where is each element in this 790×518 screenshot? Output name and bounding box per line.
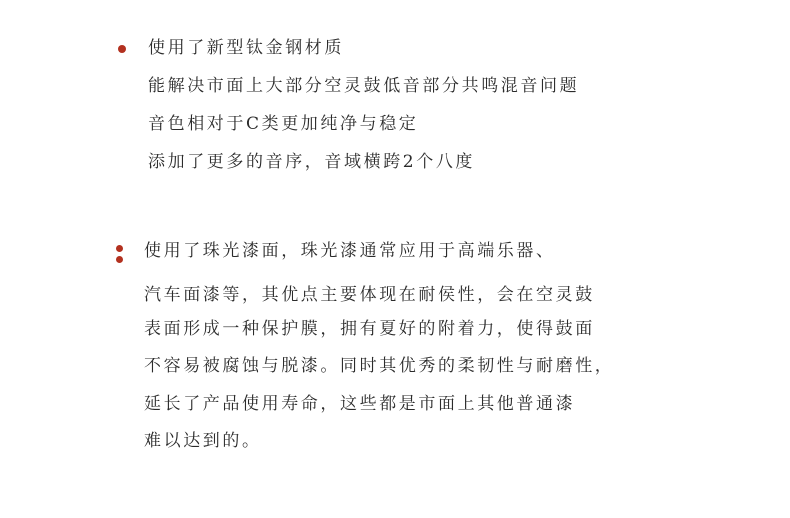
- bullet-dot-icon: [116, 256, 123, 263]
- feature-line: 能解决市面上大部分空灵鼓低音部分共鸣混音问题: [148, 76, 580, 96]
- feature-line: 音色相对于C类更加纯净与稳定: [148, 114, 419, 134]
- paragraph-line: 难以达到的。: [144, 431, 262, 451]
- paragraph-line: 不容易被腐蚀与脱漆。同时其优秀的柔韧性与耐磨性，: [144, 356, 615, 376]
- paragraph-line: 延长了产品使用寿命，这些都是市面上其他普通漆: [144, 394, 576, 414]
- paragraph-line: 汽车面漆等，其优点主要体现在耐侯性，会在空灵鼓: [144, 285, 595, 305]
- feature-line: 使用了新型钛金钢材质: [148, 38, 344, 58]
- paragraph-line: 表面形成一种保护膜，拥有夏好的附着力，使得鼓面: [144, 319, 595, 339]
- bullet-dot-icon: [116, 245, 123, 252]
- feature-line: 添加了更多的音序，音域横跨2个八度: [148, 152, 476, 172]
- paragraph-line: 使用了珠光漆面，珠光漆通常应用于高端乐器、: [144, 241, 556, 261]
